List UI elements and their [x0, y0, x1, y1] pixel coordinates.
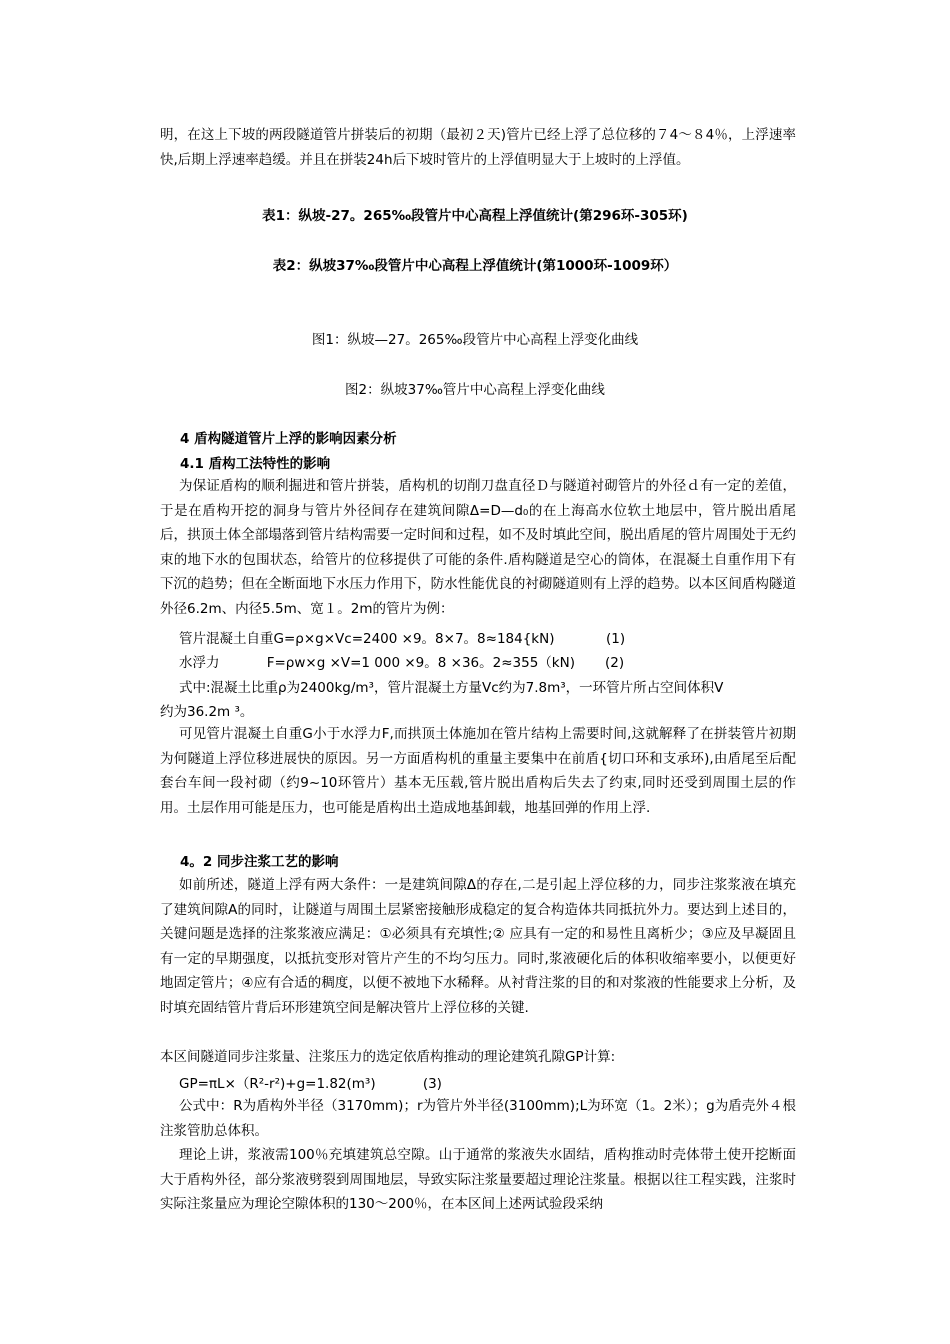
figure1-caption: 图1：纵坡—27。265‰段管片中心高程上浮变化曲线 [311, 332, 639, 348]
formula-3: GP=πL×（R²-r²)+g=1.82(m³) (3) [179, 1076, 442, 1092]
section42-heading: 4。2 同步注浆工艺的影响 [180, 854, 339, 870]
section42-paragraph2: 本区间隧道同步注浆量、注浆压力的选定依盾构推动的理论建筑孔隙GP计算: [160, 1049, 616, 1065]
formula-1: 管片混凝土自重G=ρ×g×Vc=2400 ×9。8×7。8≈184{kN) (1) [179, 631, 626, 647]
figure2-caption: 图2：纵坡37‰管片中心高程上浮变化曲线 [345, 382, 605, 398]
section41-paragraph1: 为保证盾构的顺利掘进和管片拼装，盾构机的切削刀盘直径Ｄ与隧道衬砌管片的外径ｄ有一定的差值，于是在盾构开挖的洞身与管片外径间存在建筑间隙Δ=D—d₀的在上海高水位软土地层中，管片脱出盾尾后，拱顶土体全部塌落到管片结构需要一定时间和过程，如不及时填此空间，脱出盾尾的管片周围处于无约束的地下水的包围状态，给管片的位移提供了可能的条件.盾构隧道是空心的筒体，在混凝土自重作用下有下沉的趋势；但在全断面地下水压力作用下，防水性能优良的衬砌隧道则有上浮的趋势。以本区间盾构隧道外径6.2m、内径5.5m、宽１。2m的管片为例： [160, 478, 796, 617]
formula-2: 水浮力 F=ρw×g ×V=1 000 ×9。8 ×36。2≈355（kN) (2) [179, 655, 625, 671]
table2-caption: 表2：纵坡37‰段管片中心高程上浮值统计(第1000环-1009环） [272, 258, 678, 274]
formula-note-line1: 式中:混凝土比重ρ为2400kg/m³，管片混凝土方量Vc约为7.8m³，一环管片所占空间体积V [179, 680, 724, 696]
section41-heading: 4.1 盾构工法特性的影响 [180, 456, 331, 472]
formula-note-line2: 约为36.2m ³。 [160, 704, 254, 720]
formula3-note: 公式中：R为盾构外半径（3170mm)；r为管片外半径(3100mm);L为环宽（1。2米）；g为盾壳外４根注浆管肋总体积。 [160, 1098, 796, 1139]
section42-paragraph1: 如前所述，隧道上浮有两大条件：一是建筑间隙Δ的存在,二是引起上浮位移的力，同步注浆浆液在填充了建筑间隙A的同时，让隧道与周围土层紧密接触形成稳定的复合构造体共同抵抗外力。要达到上述目的，关键问题是选择的注浆浆液应满足：①必须具有充填性;② 应具有一定的和易性且离析少；③应及早凝固且有一定的早期强度，以抵抗变形对管片产生的不均匀压力。同时,浆液硬化后的体积收缩率要小，以便更好地固定管片；④应有合适的稠度，以便不被地下水稀释。从衬背注浆的目的和对浆液的性能要求上分析，及时填充固结管片背后环形建筑空间是解决管片上浮位移的关键. [160, 877, 796, 1016]
table1-caption: 表1：纵坡-27。265‰段管片中心高程上浮值统计(第296环-305环) [262, 208, 688, 224]
section4-heading: 4 盾构隧道管片上浮的影响因素分析 [180, 431, 397, 447]
section41-paragraph2: 可见管片混凝土自重G小于水浮力F,而拱顶土体施加在管片结构上需要时间,这就解释了在拼装管片初期为何隧道上浮位移进展快的原因。另一方面盾构机的重量主要集中在前盾{切口环和支承环),由盾尾至后配套台车间一段衬砌（约9~10环管片）基本无压载,管片脱出盾构后失去了约束,同时还受到周围土层的作用。土层作用可能是压力，也可能是盾构出土造成地基卸载，地基回弹的作用上浮. [160, 726, 796, 816]
intro-paragraph: 明，在这上下坡的两段隧道管片拼装后的初期（最初２天)管片已经上浮了总位移的７4～８4％，上浮速率快,后期上浮速率趋缓。并且在拼装24h后下坡时管片的上浮值明显大于上坡时的上浮值。 [160, 127, 796, 168]
section42-paragraph3: 理论上讲，浆液需100％充填建筑总空隙。山于通常的浆液失水固结，盾构推动时壳体带土使开挖断面大于盾构外径，部分浆液劈裂到周围地层，导致实际注浆量要超过理论注浆量。根据以往工程实践，注浆时实际注浆量应为理论空隙体积的130～200％，在本区间上述两试验段采纳 [160, 1147, 796, 1212]
